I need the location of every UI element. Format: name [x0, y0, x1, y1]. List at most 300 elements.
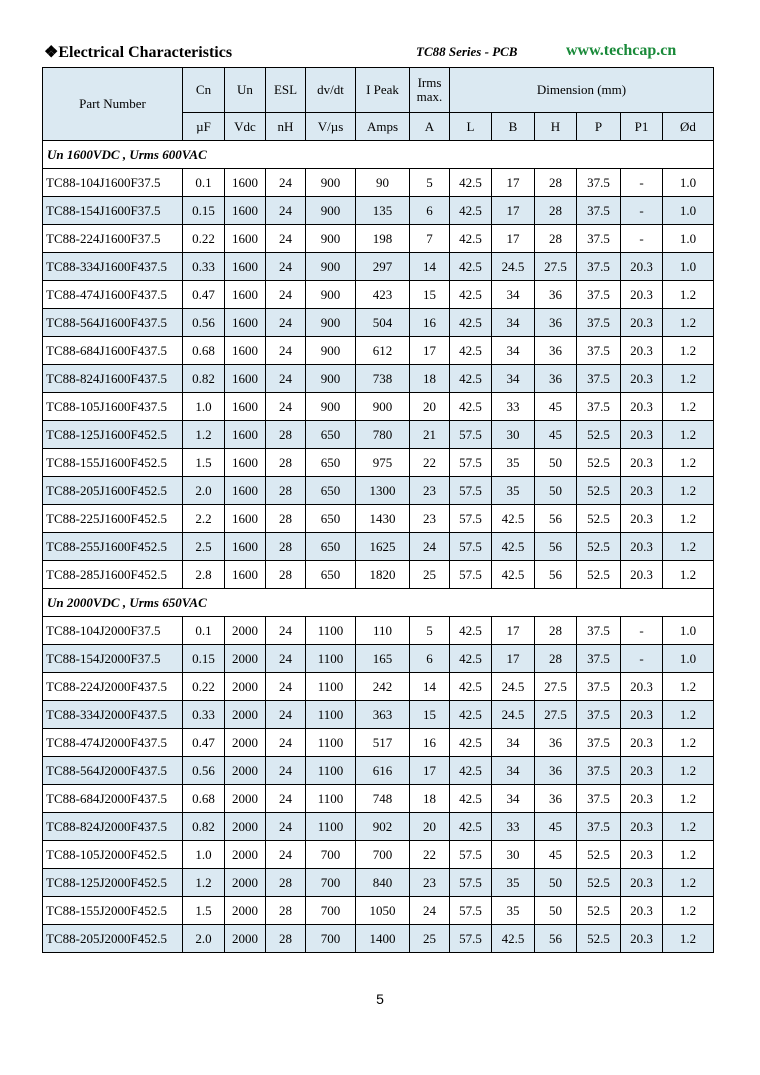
cell-dvdt: 1100 [306, 813, 356, 841]
dim-od: Ød [663, 113, 714, 141]
table-row [43, 897, 714, 925]
cell-ipeak: 1820 [356, 561, 410, 589]
cell-irms: 23 [410, 869, 450, 897]
cell-dim-l: 42.5 [450, 757, 492, 785]
cell-dim-p1: - [621, 169, 663, 197]
cell-cn: 2.2 [183, 505, 225, 533]
cell-irms: 18 [410, 785, 450, 813]
page-heading [44, 42, 694, 64]
cell-dim-p: 37.5 [577, 785, 621, 813]
header-part-number: Part Number [43, 68, 183, 141]
cell-cn: 0.56 [183, 757, 225, 785]
cell-dim-p1: - [621, 645, 663, 673]
cell-part-number: TC88-105J2000F452.5 [43, 841, 183, 869]
cell-dim-od: 1.2 [663, 785, 714, 813]
cell-dim-p1: 20.3 [621, 897, 663, 925]
group-label: Un 2000VDC , Urms 650VAC [43, 589, 714, 617]
cell-un: 2000 [225, 645, 266, 673]
cell-irms: 6 [410, 197, 450, 225]
cell-dim-h: 50 [535, 869, 577, 897]
cell-dim-p1: 20.3 [621, 841, 663, 869]
table-row [43, 561, 714, 589]
cell-irms: 25 [410, 925, 450, 953]
cell-cn: 2.8 [183, 561, 225, 589]
cell-dvdt: 700 [306, 897, 356, 925]
cell-esl: 28 [266, 533, 306, 561]
cell-dim-p1: 20.3 [621, 505, 663, 533]
cell-dim-p1: 20.3 [621, 701, 663, 729]
table-row [43, 617, 714, 645]
cell-irms: 23 [410, 505, 450, 533]
cell-dim-p1: 20.3 [621, 533, 663, 561]
cell-ipeak: 900 [356, 393, 410, 421]
cell-ipeak: 738 [356, 365, 410, 393]
cell-esl: 28 [266, 505, 306, 533]
cell-un: 1600 [225, 337, 266, 365]
cell-dim-l: 57.5 [450, 841, 492, 869]
cell-esl: 24 [266, 309, 306, 337]
table-row [43, 869, 714, 897]
cell-esl: 24 [266, 673, 306, 701]
cell-part-number: TC88-125J2000F452.5 [43, 869, 183, 897]
cell-cn: 1.0 [183, 393, 225, 421]
cell-dvdt: 900 [306, 197, 356, 225]
cell-ipeak: 110 [356, 617, 410, 645]
cell-dim-l: 57.5 [450, 561, 492, 589]
series-label: TC88 Series - PCB [416, 44, 518, 59]
cell-esl: 28 [266, 869, 306, 897]
cell-dim-p1: 20.3 [621, 925, 663, 953]
cell-dim-b: 35 [492, 869, 535, 897]
table-row [43, 253, 714, 281]
table-row [43, 925, 714, 953]
cell-ipeak: 616 [356, 757, 410, 785]
cell-un: 2000 [225, 673, 266, 701]
cell-dvdt: 1100 [306, 785, 356, 813]
cell-dim-h: 45 [535, 813, 577, 841]
cell-ipeak: 612 [356, 337, 410, 365]
cell-irms: 6 [410, 645, 450, 673]
cell-dim-p1: 20.3 [621, 813, 663, 841]
cell-esl: 24 [266, 197, 306, 225]
cell-ipeak: 1050 [356, 897, 410, 925]
cell-dim-b: 42.5 [492, 561, 535, 589]
cell-ipeak: 1400 [356, 925, 410, 953]
group-header-row [43, 589, 714, 617]
cell-dim-b: 33 [492, 393, 535, 421]
cell-dim-h: 28 [535, 197, 577, 225]
cell-dim-p1: - [621, 225, 663, 253]
cell-dim-h: 36 [535, 337, 577, 365]
cell-dim-od: 1.2 [663, 561, 714, 589]
cell-dim-p: 52.5 [577, 421, 621, 449]
cell-un: 2000 [225, 897, 266, 925]
cell-dim-b: 24.5 [492, 253, 535, 281]
cell-ipeak: 242 [356, 673, 410, 701]
cell-ipeak: 700 [356, 841, 410, 869]
cell-esl: 28 [266, 561, 306, 589]
cell-dim-l: 42.5 [450, 337, 492, 365]
cell-dvdt: 700 [306, 869, 356, 897]
cell-dim-h: 56 [535, 533, 577, 561]
cell-dim-od: 1.2 [663, 673, 714, 701]
cell-dvdt: 650 [306, 449, 356, 477]
cell-un: 1600 [225, 561, 266, 589]
cell-dim-od: 1.2 [663, 897, 714, 925]
cell-dim-p: 37.5 [577, 701, 621, 729]
cell-dim-od: 1.2 [663, 729, 714, 757]
cell-dim-p: 52.5 [577, 505, 621, 533]
cell-irms: 17 [410, 757, 450, 785]
cell-dvdt: 1100 [306, 617, 356, 645]
cell-part-number: TC88-255J1600F452.5 [43, 533, 183, 561]
cell-dim-od: 1.2 [663, 337, 714, 365]
cell-cn: 0.47 [183, 729, 225, 757]
cell-esl: 28 [266, 449, 306, 477]
cell-cn: 1.5 [183, 897, 225, 925]
cell-dim-p1: 20.3 [621, 757, 663, 785]
cell-dim-b: 24.5 [492, 673, 535, 701]
cell-dim-p: 37.5 [577, 757, 621, 785]
cell-dim-b: 34 [492, 785, 535, 813]
cell-ipeak: 135 [356, 197, 410, 225]
cell-ipeak: 780 [356, 421, 410, 449]
cell-ipeak: 297 [356, 253, 410, 281]
cell-esl: 28 [266, 897, 306, 925]
cell-un: 2000 [225, 925, 266, 953]
cell-cn: 0.33 [183, 701, 225, 729]
cell-part-number: TC88-155J2000F452.5 [43, 897, 183, 925]
dim-p1: P1 [621, 113, 663, 141]
cell-dim-od: 1.2 [663, 701, 714, 729]
table-row [43, 309, 714, 337]
cell-irms: 23 [410, 477, 450, 505]
cell-dim-b: 17 [492, 197, 535, 225]
cell-irms: 21 [410, 421, 450, 449]
cell-dvdt: 650 [306, 561, 356, 589]
cell-part-number: TC88-224J2000F437.5 [43, 673, 183, 701]
cell-dim-od: 1.0 [663, 253, 714, 281]
cell-un: 1600 [225, 533, 266, 561]
table-row [43, 505, 714, 533]
cell-irms: 7 [410, 225, 450, 253]
cell-dim-od: 1.2 [663, 449, 714, 477]
table-body [43, 141, 714, 953]
cell-irms: 17 [410, 337, 450, 365]
cell-dvdt: 650 [306, 505, 356, 533]
table-row [43, 197, 714, 225]
cell-dim-p1: 20.3 [621, 253, 663, 281]
cell-dim-p1: - [621, 197, 663, 225]
dim-l: L [450, 113, 492, 141]
cell-dim-l: 42.5 [450, 645, 492, 673]
cell-esl: 24 [266, 281, 306, 309]
cell-dim-p: 37.5 [577, 309, 621, 337]
cell-dim-h: 36 [535, 757, 577, 785]
cell-dim-od: 1.2 [663, 533, 714, 561]
cell-dim-od: 1.2 [663, 477, 714, 505]
cell-esl: 24 [266, 617, 306, 645]
cell-dim-p1: 20.3 [621, 477, 663, 505]
cell-dim-p1: 20.3 [621, 729, 663, 757]
cell-ipeak: 1300 [356, 477, 410, 505]
cell-un: 2000 [225, 869, 266, 897]
cell-esl: 24 [266, 701, 306, 729]
unit-dvdt: V/µs [306, 113, 356, 141]
cell-dvdt: 900 [306, 393, 356, 421]
cell-dim-p: 37.5 [577, 729, 621, 757]
cell-cn: 0.15 [183, 197, 225, 225]
cell-esl: 24 [266, 645, 306, 673]
cell-dvdt: 1100 [306, 701, 356, 729]
page-number: 5 [376, 991, 384, 1007]
cell-part-number: TC88-224J1600F37.5 [43, 225, 183, 253]
table-row [43, 337, 714, 365]
cell-dim-p: 37.5 [577, 813, 621, 841]
cell-dim-l: 57.5 [450, 533, 492, 561]
cell-un: 1600 [225, 421, 266, 449]
table-row [43, 729, 714, 757]
cell-dim-p: 37.5 [577, 393, 621, 421]
table-row [43, 281, 714, 309]
table-row [43, 757, 714, 785]
cell-dim-h: 27.5 [535, 253, 577, 281]
cell-dim-h: 28 [535, 225, 577, 253]
table-row [43, 169, 714, 197]
cell-cn: 0.56 [183, 309, 225, 337]
cell-irms: 14 [410, 673, 450, 701]
cell-part-number: TC88-564J2000F437.5 [43, 757, 183, 785]
cell-irms: 24 [410, 533, 450, 561]
cell-un: 2000 [225, 785, 266, 813]
cell-cn: 2.0 [183, 477, 225, 505]
cell-dim-p: 37.5 [577, 253, 621, 281]
cell-dvdt: 900 [306, 281, 356, 309]
cell-un: 2000 [225, 757, 266, 785]
cell-part-number: TC88-205J2000F452.5 [43, 925, 183, 953]
cell-dim-od: 1.2 [663, 281, 714, 309]
cell-dim-od: 1.2 [663, 309, 714, 337]
cell-ipeak: 165 [356, 645, 410, 673]
cell-dim-b: 34 [492, 729, 535, 757]
unit-ipeak: Amps [356, 113, 410, 141]
table-row [43, 365, 714, 393]
cell-part-number: TC88-474J2000F437.5 [43, 729, 183, 757]
cell-dim-od: 1.0 [663, 197, 714, 225]
cell-esl: 24 [266, 393, 306, 421]
cell-irms: 15 [410, 281, 450, 309]
cell-dim-od: 1.0 [663, 225, 714, 253]
cell-part-number: TC88-684J1600F437.5 [43, 337, 183, 365]
table-row [43, 673, 714, 701]
cell-esl: 24 [266, 757, 306, 785]
cell-esl: 28 [266, 477, 306, 505]
cell-part-number: TC88-564J1600F437.5 [43, 309, 183, 337]
table-row [43, 813, 714, 841]
cell-part-number: TC88-225J1600F452.5 [43, 505, 183, 533]
cell-dim-p1: 20.3 [621, 309, 663, 337]
cell-part-number: TC88-824J2000F437.5 [43, 813, 183, 841]
cell-dim-p: 37.5 [577, 197, 621, 225]
table-row [43, 421, 714, 449]
cell-dim-b: 30 [492, 421, 535, 449]
cell-dim-l: 42.5 [450, 673, 492, 701]
cell-dim-b: 34 [492, 365, 535, 393]
cell-dim-b: 42.5 [492, 533, 535, 561]
cell-part-number: TC88-684J2000F437.5 [43, 785, 183, 813]
cell-dim-l: 42.5 [450, 253, 492, 281]
cell-part-number: TC88-285J1600F452.5 [43, 561, 183, 589]
cell-dim-h: 36 [535, 785, 577, 813]
cell-cn: 0.33 [183, 253, 225, 281]
cell-dim-p: 52.5 [577, 897, 621, 925]
cell-dim-p1: 20.3 [621, 869, 663, 897]
cell-dim-l: 42.5 [450, 617, 492, 645]
cell-esl: 24 [266, 785, 306, 813]
cell-cn: 0.1 [183, 169, 225, 197]
cell-part-number: TC88-125J1600F452.5 [43, 421, 183, 449]
cell-dim-p: 37.5 [577, 337, 621, 365]
cell-esl: 24 [266, 841, 306, 869]
cell-part-number: TC88-154J2000F37.5 [43, 645, 183, 673]
cell-dim-b: 35 [492, 897, 535, 925]
cell-dim-p1: 20.3 [621, 337, 663, 365]
cell-dim-h: 27.5 [535, 701, 577, 729]
cell-dvdt: 900 [306, 337, 356, 365]
cell-dim-l: 42.5 [450, 701, 492, 729]
cell-irms: 22 [410, 449, 450, 477]
cell-dvdt: 900 [306, 365, 356, 393]
cell-dim-l: 42.5 [450, 729, 492, 757]
cell-cn: 1.0 [183, 841, 225, 869]
cell-part-number: TC88-155J1600F452.5 [43, 449, 183, 477]
cell-dim-l: 57.5 [450, 869, 492, 897]
cell-esl: 24 [266, 813, 306, 841]
cell-dim-od: 1.0 [663, 617, 714, 645]
cell-dvdt: 1100 [306, 673, 356, 701]
table-row [43, 477, 714, 505]
cell-dvdt: 650 [306, 421, 356, 449]
cell-dim-p: 37.5 [577, 365, 621, 393]
cell-dim-h: 56 [535, 925, 577, 953]
cell-dim-b: 35 [492, 477, 535, 505]
table-row [43, 701, 714, 729]
cell-dim-h: 28 [535, 617, 577, 645]
cell-ipeak: 363 [356, 701, 410, 729]
cell-dim-p1: 20.3 [621, 561, 663, 589]
electrical-characteristics-table [42, 67, 714, 953]
cell-dim-p1: 20.3 [621, 421, 663, 449]
cell-esl: 24 [266, 225, 306, 253]
cell-dim-od: 1.2 [663, 421, 714, 449]
cell-esl: 24 [266, 337, 306, 365]
cell-dvdt: 900 [306, 309, 356, 337]
cell-dim-p: 37.5 [577, 281, 621, 309]
cell-dim-h: 45 [535, 393, 577, 421]
cell-dim-h: 56 [535, 561, 577, 589]
cell-dim-b: 17 [492, 225, 535, 253]
cell-dim-b: 34 [492, 337, 535, 365]
cell-dim-od: 1.2 [663, 505, 714, 533]
cell-dvdt: 1100 [306, 729, 356, 757]
cell-cn: 1.5 [183, 449, 225, 477]
cell-dim-h: 27.5 [535, 673, 577, 701]
website-link[interactable]: www.techcap.cn [566, 42, 677, 59]
cell-irms: 5 [410, 617, 450, 645]
cell-un: 1600 [225, 365, 266, 393]
cell-dvdt: 1100 [306, 757, 356, 785]
cell-dim-od: 1.2 [663, 841, 714, 869]
cell-dim-b: 42.5 [492, 505, 535, 533]
cell-dim-h: 28 [535, 169, 577, 197]
cell-part-number: TC88-824J1600F437.5 [43, 365, 183, 393]
cell-part-number: TC88-334J1600F437.5 [43, 253, 183, 281]
cell-cn: 0.22 [183, 673, 225, 701]
table-header [43, 68, 714, 141]
cell-dim-h: 36 [535, 281, 577, 309]
table-row [43, 225, 714, 253]
cell-dim-od: 1.2 [663, 869, 714, 897]
cell-dim-p1: - [621, 617, 663, 645]
header-ipeak: I Peak [356, 68, 410, 113]
table-row [43, 393, 714, 421]
cell-dim-l: 42.5 [450, 169, 492, 197]
cell-cn: 1.2 [183, 869, 225, 897]
cell-dim-b: 35 [492, 449, 535, 477]
cell-cn: 0.68 [183, 337, 225, 365]
cell-dim-h: 45 [535, 421, 577, 449]
cell-dim-p: 52.5 [577, 477, 621, 505]
cell-dim-p: 37.5 [577, 169, 621, 197]
unit-un: Vdc [225, 113, 266, 141]
cell-dim-p: 37.5 [577, 673, 621, 701]
cell-ipeak: 517 [356, 729, 410, 757]
cell-cn: 0.68 [183, 785, 225, 813]
cell-dim-b: 24.5 [492, 701, 535, 729]
cell-un: 1600 [225, 225, 266, 253]
cell-dim-od: 1.2 [663, 757, 714, 785]
cell-dim-p: 52.5 [577, 841, 621, 869]
cell-esl: 28 [266, 925, 306, 953]
cell-part-number: TC88-474J1600F437.5 [43, 281, 183, 309]
cell-dvdt: 650 [306, 533, 356, 561]
table-row [43, 449, 714, 477]
cell-dim-l: 42.5 [450, 393, 492, 421]
cell-dim-b: 34 [492, 757, 535, 785]
cell-ipeak: 198 [356, 225, 410, 253]
cell-dim-p: 52.5 [577, 869, 621, 897]
cell-dim-b: 17 [492, 169, 535, 197]
header-cn: Cn [183, 68, 225, 113]
cell-dim-h: 50 [535, 477, 577, 505]
group-label: Un 1600VDC , Urms 600VAC [43, 141, 714, 169]
cell-cn: 0.15 [183, 645, 225, 673]
cell-ipeak: 90 [356, 169, 410, 197]
cell-un: 1600 [225, 169, 266, 197]
cell-irms: 5 [410, 169, 450, 197]
cell-dvdt: 900 [306, 253, 356, 281]
cell-irms: 18 [410, 365, 450, 393]
dim-p: P [577, 113, 621, 141]
cell-cn: 0.47 [183, 281, 225, 309]
cell-cn: 0.22 [183, 225, 225, 253]
cell-dim-l: 42.5 [450, 785, 492, 813]
cell-dim-b: 17 [492, 617, 535, 645]
cell-cn: 1.2 [183, 421, 225, 449]
cell-dim-p: 37.5 [577, 225, 621, 253]
cell-esl: 24 [266, 365, 306, 393]
header-irms: Irms max. [410, 68, 450, 113]
